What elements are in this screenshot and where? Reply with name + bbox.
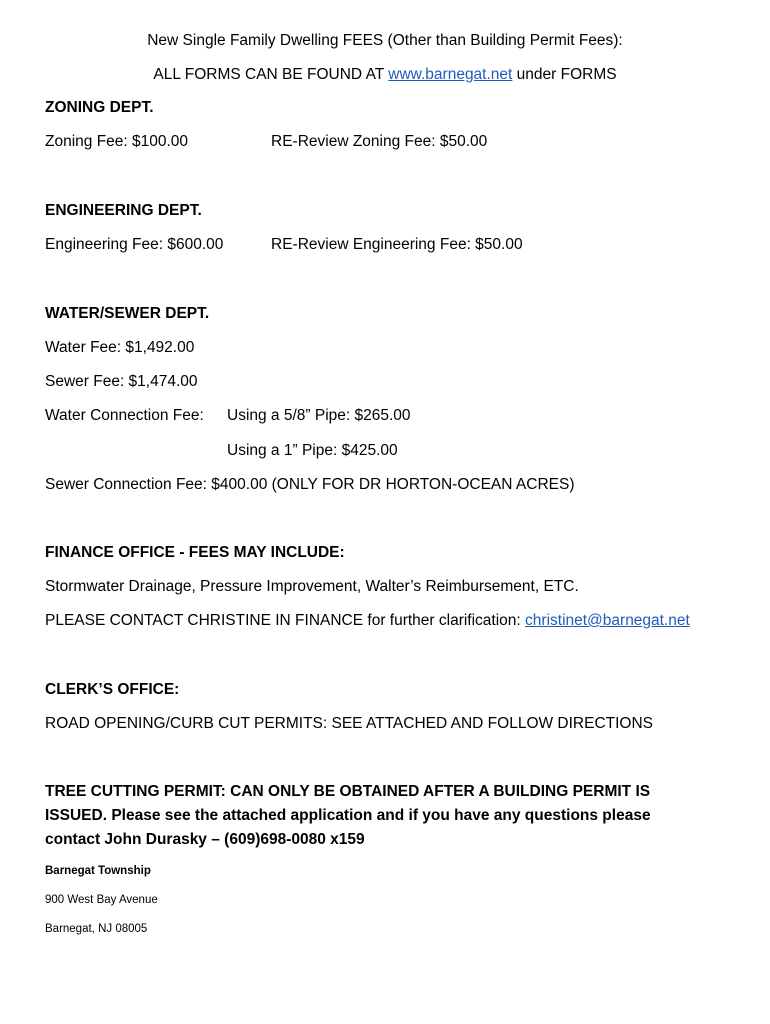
forms-notice-suffix: under FORMS: [512, 66, 617, 83]
document-title: New Single Family Dwelling FEES (Other than Building Permit Fees):: [147, 32, 623, 49]
finance-items: Stormwater Drainage, Pressure Improvement, Walter’s Reimbursement, ETC.: [45, 578, 579, 595]
sewer-fee: Sewer Fee: $1,474.00: [45, 373, 198, 390]
water-sewer-heading: WATER/SEWER DEPT.: [45, 305, 210, 322]
finance-contact-prefix: PLEASE CONTACT CHRISTINE IN FINANCE for further clarification:: [45, 612, 526, 629]
engineering-review-fee: RE-Review Engineering Fee: $50.00: [271, 236, 523, 253]
water-connection-option-1-inch: Using a 1” Pipe: $425.00: [227, 442, 398, 459]
finance-email-link[interactable]: christinet@barnegat.net: [525, 612, 690, 629]
address-name: Barnegat Township: [45, 865, 151, 877]
engineering-heading: ENGINEERING DEPT.: [45, 202, 202, 219]
finance-contact: [45, 611, 690, 631]
forms-notice: [0, 65, 770, 85]
sewer-connection-fee: Sewer Connection Fee: $400.00 (ONLY FOR DR HORTON-OCEAN ACRES): [45, 476, 575, 493]
engineering-fee: Engineering Fee: $600.00: [45, 236, 224, 253]
barnegat-website-link[interactable]: www.barnegat.net: [388, 66, 513, 83]
tree-cutting-notice: TREE CUTTING PERMIT: CAN ONLY BE OBTAINED AFTER A BUILDING PERMIT IS ISSUED. Please see the attached application and if you have any questions please contact John Durasky – (609)698-0080 x159: [45, 783, 651, 848]
water-fee: Water Fee: $1,492.00: [45, 339, 195, 356]
forms-notice-prefix: ALL FORMS CAN BE FOUND AT: [153, 66, 389, 83]
address-city: Barnegat, NJ 08005: [45, 923, 148, 935]
zoning-fee: Zoning Fee: $100.00: [45, 133, 189, 150]
zoning-review-fee: RE-Review Zoning Fee: $50.00: [271, 133, 488, 150]
water-connection-label: Water Connection Fee:: [45, 407, 204, 424]
zoning-heading: ZONING DEPT.: [45, 99, 154, 116]
clerk-heading: CLERK’S OFFICE:: [45, 681, 180, 698]
address-street: 900 West Bay Avenue: [45, 894, 158, 906]
clerk-note: ROAD OPENING/CURB CUT PERMITS: SEE ATTACHED AND FOLLOW DIRECTIONS: [45, 715, 654, 732]
finance-heading: FINANCE OFFICE - FEES MAY INCLUDE:: [45, 544, 345, 561]
water-connection-option-5-8: Using a 5/8” Pipe: $265.00: [227, 407, 411, 424]
